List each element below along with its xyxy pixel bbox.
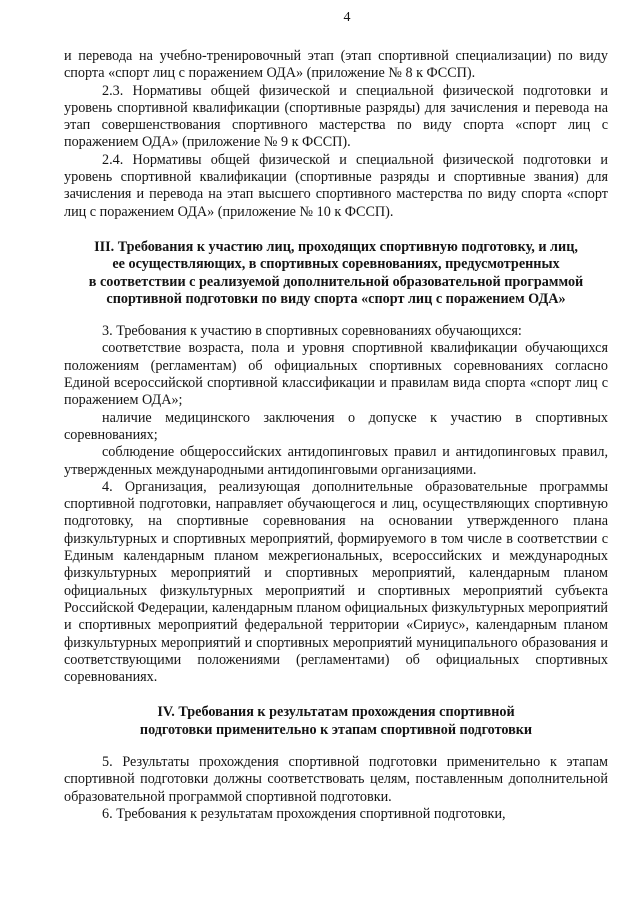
paragraph-3-antidoping-requirement: соблюдение общероссийских антидопинговых правил и антидопинговых правил, утвержденных международными антидопинговыми организациями. (64, 444, 608, 478)
paragraph-6: 6. Требования к результатам прохождения спортивной подготовки, (102, 805, 506, 822)
paragraph-2-4: 2.4. Нормативы общей физической и специальной физической подготовки и уровень спортивной квалификации (спортивные разряды и спортивные звания) для зачисления и перевода на этап высшего спортивного мастерства по виду спорта «спорт лиц с поражением ОДА» (приложение № 10 к ФССП). (64, 151, 608, 220)
paragraph-3-medical-requirement: наличие медицинского заключения о допуске к участию в спортивных соревнованиях; (64, 409, 608, 443)
continuation-paragraph: и перевода на учебно-тренировочный этап (этап спортивной специализации) по виду спорта «спорт лиц с поражением ОДА» (приложение № 8 к ФССП). (64, 48, 608, 82)
heading-line: подготовки применительно к этапам спортивной подготовки (139, 721, 533, 738)
section-heading-iii (64, 239, 608, 308)
heading-line: в соответствии с реализуемой дополнительной образовательной программой (88, 273, 584, 290)
paragraph-2-3: 2.3. Нормативы общей физической и специальной физической подготовки и уровень спортивной квалификации (спортивные разряды) для зачисления и перевода на этап совершенствования спортивного мастерства по виду спорта «спорт лиц с поражением ОДА» (приложение № 9 к ФССП). (64, 82, 608, 151)
page-number: 4 (343, 10, 351, 25)
heading-line: IV. Требования к результатам прохождения спортивной (157, 704, 515, 721)
paragraph-5: 5. Результаты прохождения спортивной подготовки применительно к этапам спортивной подготовки должны соответствовать целям, поставленным дополнительной образовательной программой спортивной подготовки. (64, 753, 608, 805)
paragraph-4: 4. Организация, реализующая дополнительные образовательные программы спортивной подготовки, направляет обучающегося и лиц, осуществляющих спортивную подготовку, на спортивные соревнования на основании утвержденного плана физкультурных и спортивных мероприятий, формируемого в том числе в соответствии с Единым календарным планом межрегиональных, всероссийских и международных физкультурных мероприятий и спортивных мероприятий, календарным планом официальных физкультурных мероприятий и спортивных мероприятий субъекта Российской Федерации, календарным планом официальных физкультурных мероприятий и спортивных мероприятий федеральной территории «Сириус», календарным планом физкультурных мероприятий и спортивных мероприятий муниципального образования и соответствующими положениями (регламентами) об официальных спортивных соревнованиях. (64, 478, 608, 686)
heading-line: спортивной подготовки по виду спорта «спорт лиц с поражением ОДА» (106, 290, 566, 307)
section-heading-iv (64, 704, 608, 739)
heading-line: III. Требования к участию лиц, проходящих спортивную подготовку, и лиц, (94, 238, 578, 255)
paragraph-3: 3. Требования к участию в спортивных соревнованиях обучающихся: (102, 323, 522, 340)
paragraph-3-age-requirement: соответствие возраста, пола и уровня спортивной квалификации обучающихся положениям (регламентам) об официальных спортивных соревнованиях согласно Единой всероссийской спортивной классификации и правилам вида спорта «спорт лиц с поражением ОДА»; (64, 340, 608, 409)
heading-line: ее осуществляющих, в спортивных соревнованиях, предусмотренных (112, 256, 560, 273)
